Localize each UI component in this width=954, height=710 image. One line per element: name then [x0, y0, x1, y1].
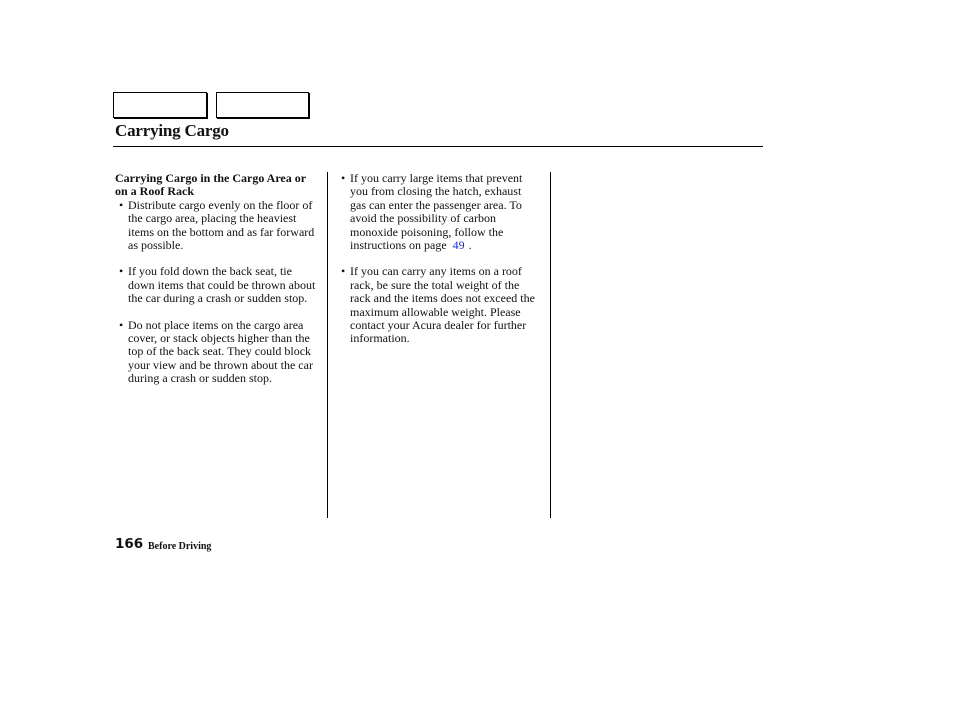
column-divider — [327, 172, 328, 518]
nav-button-1[interactable] — [113, 92, 207, 118]
list-item: • If you can carry any items on a roof rack, be sure the total weight of the rack and the items does not exceed the maximum allowable weight. Please contact your Acura dealer for further information. — [340, 265, 540, 345]
bullet-list-middle — [340, 172, 540, 346]
page-title: Carrying Cargo — [115, 121, 229, 140]
column-left — [115, 172, 320, 399]
column-middle — [340, 172, 540, 359]
bullet-list-left — [115, 199, 320, 386]
list-item-end: . — [468, 238, 472, 253]
section-heading: Carrying Cargo in the Cargo Area or on a Roof Rack — [115, 171, 306, 199]
page-49-link[interactable]: 49 — [452, 238, 465, 253]
column-divider — [550, 172, 551, 518]
list-item: • If you fold down the back seat, tie down items that could be thrown about the car during a crash or sudden stop. — [115, 265, 320, 305]
list-item: • Do not place items on the cargo area cover, or stack objects higher than the top of the back seat. They could block your view and be thrown about the car during a crash or sudden stop. — [115, 319, 320, 386]
list-item-text: If you carry large items that prevent you from closing the hatch, exhaust gas can enter the passenger area. To avoid the possibility of carbon monoxide poisoning, follow the instructions on page — [350, 171, 523, 253]
list-item: • Distribute cargo evenly on the floor of the cargo area, placing the heaviest items on the bottom and as far forward as possible. — [115, 199, 320, 253]
footer-section-name: Before Driving — [148, 541, 212, 552]
page-number: 166 — [115, 536, 144, 552]
list-item — [340, 172, 540, 252]
nav-button-2[interactable] — [216, 92, 309, 118]
title-divider — [113, 146, 763, 147]
